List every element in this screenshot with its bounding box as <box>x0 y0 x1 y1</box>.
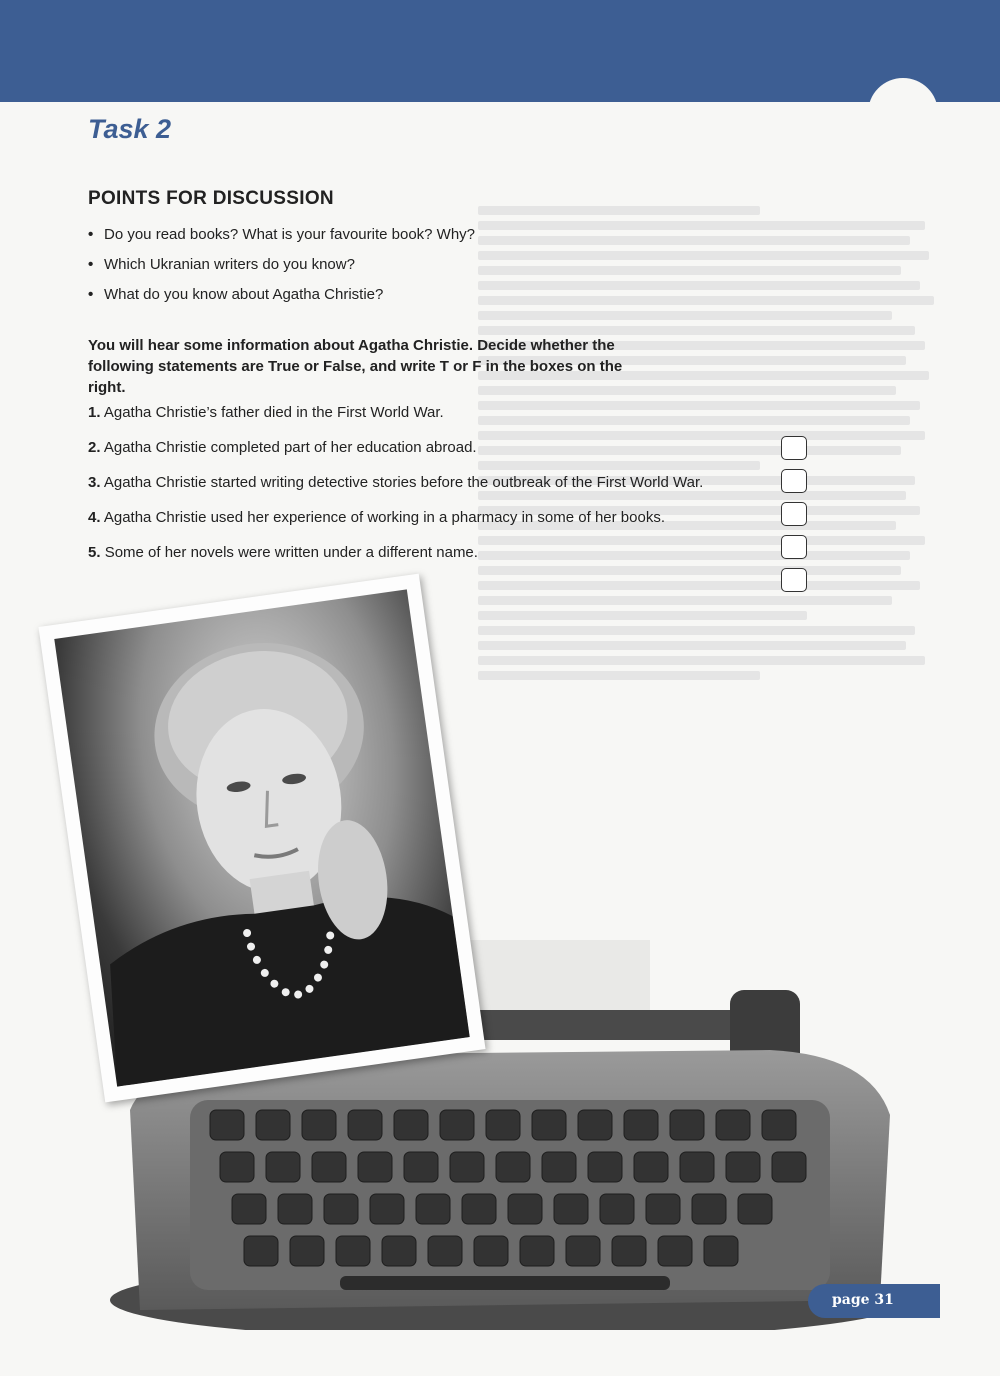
statement-text: Agatha Christie completed part of her education abroad. <box>103 439 477 456</box>
answer-box[interactable] <box>781 502 807 526</box>
list-item <box>88 285 475 315</box>
list-item <box>88 543 703 578</box>
question-text: Do you read books? What is your favourite book? Why? <box>104 226 476 243</box>
bullet-icon: • <box>88 226 94 243</box>
statement-number: 5. <box>88 544 101 561</box>
statement-number: 2. <box>88 439 101 456</box>
question-text: Which Ukranian writers do you know? <box>104 256 355 273</box>
answer-box[interactable] <box>781 436 807 460</box>
list-item <box>88 438 703 473</box>
statement-number: 1. <box>88 404 101 421</box>
bullet-icon: • <box>88 256 94 273</box>
portrait-image <box>54 589 469 1086</box>
list-item <box>88 473 703 508</box>
answer-boxes <box>781 436 807 601</box>
discussion-heading: POINTS FOR DISCUSSION <box>88 188 334 209</box>
answer-box[interactable] <box>781 535 807 559</box>
statement-text: Agatha Christie used her experience of working in a pharmacy in some of her books. <box>103 509 665 526</box>
question-text: What do you know about Agatha Christie? <box>104 286 384 303</box>
discussion-questions <box>88 225 475 315</box>
statement-text: Some of her novels were written under a different name. <box>104 544 478 561</box>
exercise-instructions: You will hear some information about Agatha Christie. Decide whether the following statements are True or False, and write T or F in the boxes on the right. <box>88 337 623 396</box>
list-item <box>88 508 703 543</box>
answer-box[interactable] <box>781 469 807 493</box>
statement-text: Agatha Christie’s father died in the First World War. <box>103 404 444 421</box>
bullet-icon: • <box>88 286 94 303</box>
statement-number: 3. <box>88 474 101 491</box>
statement-text: Agatha Christie started writing detective stories before the outbreak of the First World War. <box>103 474 704 491</box>
portrait-photo <box>38 574 485 1103</box>
list-item <box>88 403 703 438</box>
answer-box[interactable] <box>781 568 807 592</box>
task-title: Task 2 <box>88 114 172 144</box>
header-band <box>0 0 1000 102</box>
true-false-statements <box>88 403 703 578</box>
statement-number: 4. <box>88 509 101 526</box>
list-item <box>88 255 475 285</box>
list-item <box>88 225 475 255</box>
page-number: page 31 <box>832 1292 894 1308</box>
